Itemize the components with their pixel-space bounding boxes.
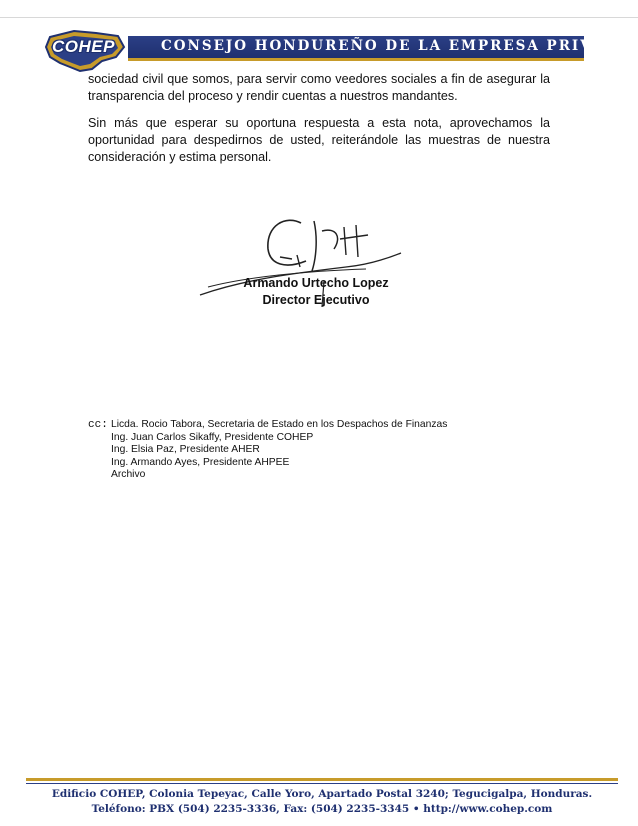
cc-recipient: Ing. Juan Carlos Sikaffy, Presidente COHEP [111,431,314,443]
body-paragraph-2: Sin más que esperar su oportuna respuesta a esta nota, aprovechamos la oportunidad para despedirnos de usted, reiterándole las muestras de nuestra consideración y estima personal. [88,116,550,164]
cc-recipient: Archivo [111,469,146,481]
footer-contact: Teléfono: PBX (504) 2235-3336, Fax: (504) 2235-3345 • http://www.cohep.com [91,803,553,815]
top-divider [0,17,638,18]
logo-text: COHEP [52,37,115,56]
footer-divider-navy [26,783,618,784]
organization-name: CONSEJO HONDUREÑO DE LA EMPRESA PRIVADA [161,38,631,54]
cc-recipient: Licda. Rocio Tabora, Secretaria de Estado en los Despachos de Finanzas [111,419,448,430]
signer-block [196,275,436,309]
cc-recipient: Ing. Elsia Paz, Presidente AHER [111,444,260,456]
cc-label: cc: [88,419,108,431]
cc-block [88,419,447,482]
cc-recipient: Ing. Armando Ayes, Presidente AHPEE [111,456,290,468]
footer-divider-gold [26,778,618,781]
body-paragraph-1: sociedad civil que somos, para servir como veedores sociales a fin de asegurar la transparencia del proceso y rendir cuentas a nuestros mandantes. [88,72,550,103]
footer-address: Edificio COHEP, Colonia Tepeyac, Calle Yoro, Apartado Postal 3240; Tegucigalpa, Honduras. [51,788,593,800]
signer-name: Armando Urtecho Lopez [243,276,389,290]
signer-title: Director Ejecutivo [262,293,370,307]
